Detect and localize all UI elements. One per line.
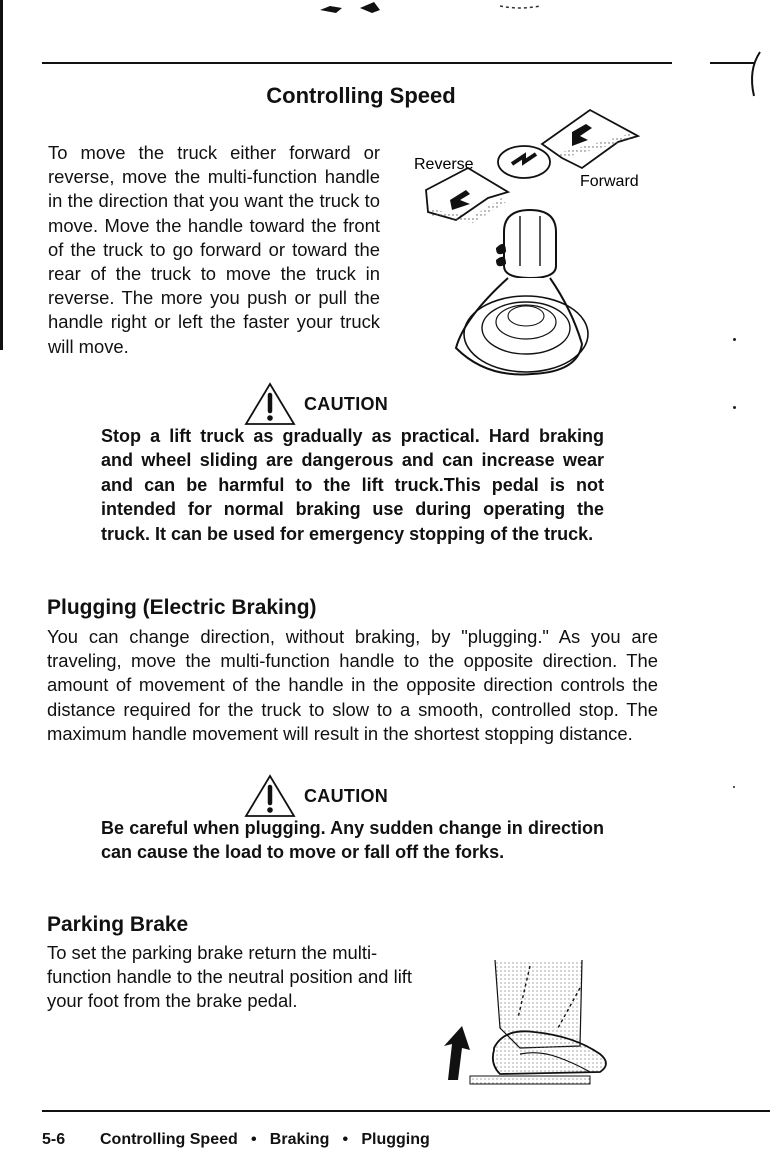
scan-speck xyxy=(733,786,735,788)
footer-section: Braking xyxy=(269,1131,330,1148)
parking-brake-paragraph: To set the parking brake return the multi-function handle to the neutral position and lift your foot from the brake pedal. xyxy=(47,942,413,1012)
handle-knob-icon xyxy=(496,210,556,278)
bottom-rule xyxy=(42,1110,770,1112)
caution-label: CAUTION xyxy=(304,393,389,414)
forward-arrow-icon xyxy=(542,110,638,168)
page-footer xyxy=(42,1131,430,1149)
warning-triangle-icon xyxy=(244,774,296,818)
caution-label: CAUTION xyxy=(304,785,389,806)
top-rule xyxy=(42,62,672,64)
section-heading-parking-brake: Parking Brake xyxy=(47,913,189,936)
footer-separator: • xyxy=(342,1131,349,1148)
multi-function-handle-diagram xyxy=(412,102,652,378)
forward-label: Forward xyxy=(580,173,639,190)
scan-speck xyxy=(733,406,736,409)
section-heading-plugging: Plugging (Electric Braking) xyxy=(47,596,317,619)
footer-section: Plugging xyxy=(361,1131,430,1148)
caution-text: Be careful when plugging. Any sudden change in direction can cause the load to move or fall off the forks. xyxy=(101,818,604,863)
plugging-paragraph: You can change direction, without braking, by "plugging." As you are traveling, move the multi-function handle to the opposite direction. The amount of movement of the handle in the opposite direction controls the distance required for the truck to slow to a smooth, controlled stop. The maximum handle movement will result in the shortest stopping distance. xyxy=(47,626,658,744)
caution-heading xyxy=(244,774,388,818)
scan-speck xyxy=(733,338,736,341)
reverse-label: Reverse xyxy=(414,156,474,173)
warning-triangle-icon xyxy=(244,382,296,426)
neutral-icon xyxy=(498,146,550,178)
page-title: Controlling Speed xyxy=(266,83,456,108)
footer-separator: • xyxy=(250,1131,257,1148)
page-number: 5-6 xyxy=(42,1131,66,1148)
caution-text: Stop a lift truck as gradually as practical. Hard braking and wheel sliding are dangerous and can increase wear and can be harmful to the lift truck.This pedal is not intended for normal braking use during operating the truck. It can be used for emergency stopping of the truck. xyxy=(101,426,604,544)
scan-artifact xyxy=(300,0,560,14)
handle-boot-icon xyxy=(456,278,588,374)
scan-edge xyxy=(0,0,3,350)
caution-heading xyxy=(244,382,388,426)
footer-section: Controlling Speed xyxy=(100,1131,238,1148)
intro-paragraph: To move the truck either forward or reverse, move the multi-function handle in the direction that you want the truck to move. Move the handle toward the front of the truck to go forward or toward the rear of the truck to move the truck in reverse. The more you push or pull the handle right or left the faster your truck will move. xyxy=(48,142,380,357)
reverse-arrow-icon xyxy=(426,168,508,220)
brake-pedal-foot-icon xyxy=(440,958,625,1088)
